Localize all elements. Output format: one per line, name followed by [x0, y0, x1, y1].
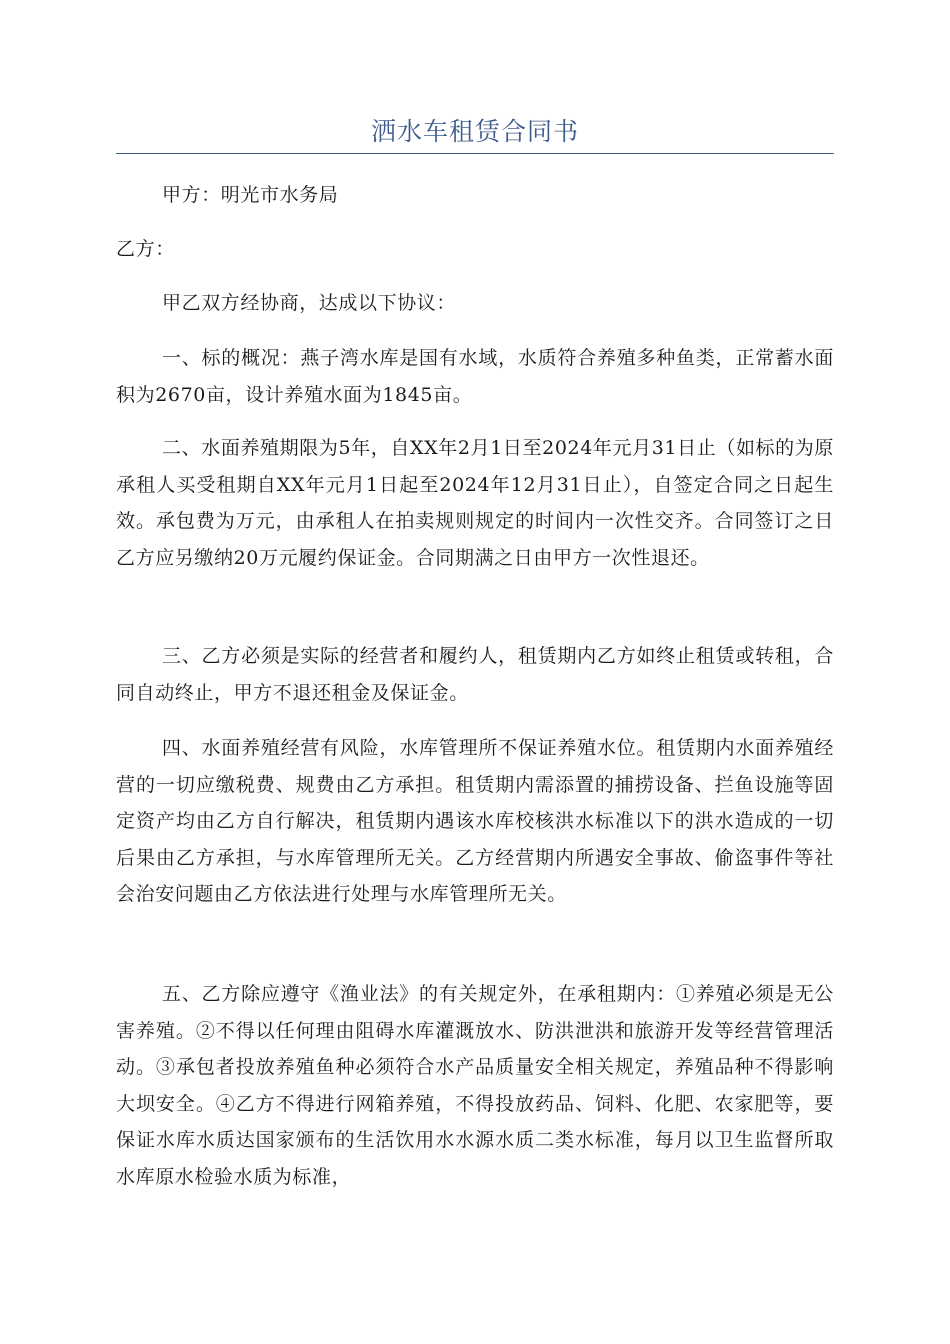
clause-2: 二、水面养殖期限为5年，自XX年2月1日至2024年元月31日止（如标的为原承租人买受租期自XX年元月1日起至2024年12月31日止），自签定合同之日起生效。承包费为万元，由承租人在拍卖规则规定的时间内一次性交齐。合同签订之日乙方应另缴纳20万元履约保证金。合同期满之日由甲方一次性退还。	[116, 437, 834, 569]
document-title: 洒水车租赁合同书	[370, 117, 579, 146]
party-b-line: 乙方：	[116, 238, 175, 260]
clause-4: 四、水面养殖经营有风险，水库管理所不保证养殖水位。租赁期内水面养殖经营的一切应缴税费、规费由乙方承担。租赁期内需添置的捕捞设备、拦鱼设施等固定资产均由乙方自行解决，租赁期内遇该水库校核洪水标准以下的洪水造成的一切后果由乙方承担，与水库管理所无关。乙方经营期内所遇安全事故、偷盗事件等社会治安问题由乙方依法进行处理与水库管理所无关。	[116, 737, 834, 905]
intro-paragraph: 甲乙双方经协商，达成以下协议：	[162, 292, 457, 314]
party-a-line: 甲方：明光市水务局	[162, 184, 339, 206]
clause-3: 三、乙方必须是实际的经营者和履约人，租赁期内乙方如终止租赁或转租，合同自动终止，甲方不退还租金及保证金。	[116, 645, 834, 704]
clause-1: 一、标的概况：燕子湾水库是国有水域，水质符合养殖多种鱼类，正常蓄水面积为2670亩，设计养殖水面为1845亩。	[116, 347, 834, 406]
clause-5: 五、乙方除应遵守《渔业法》的有关规定外，在承租期内：①养殖必须是无公害养殖。②不得以任何理由阻碍水库灌溉放水、防洪泄洪和旅游开发等经营管理活动。③承包者投放养殖鱼种必须符合水产品质量安全相关规定，养殖品种不得影响大坝安全。④乙方不得进行网箱养殖，不得投放药品、饲料、化肥、农家肥等，要保证水库水质达国家颁布的生活饮用水水源水质二类水标准，每月以卫生监督所取水库原水检验水质为标准，	[116, 983, 834, 1188]
title-underline	[116, 153, 834, 154]
